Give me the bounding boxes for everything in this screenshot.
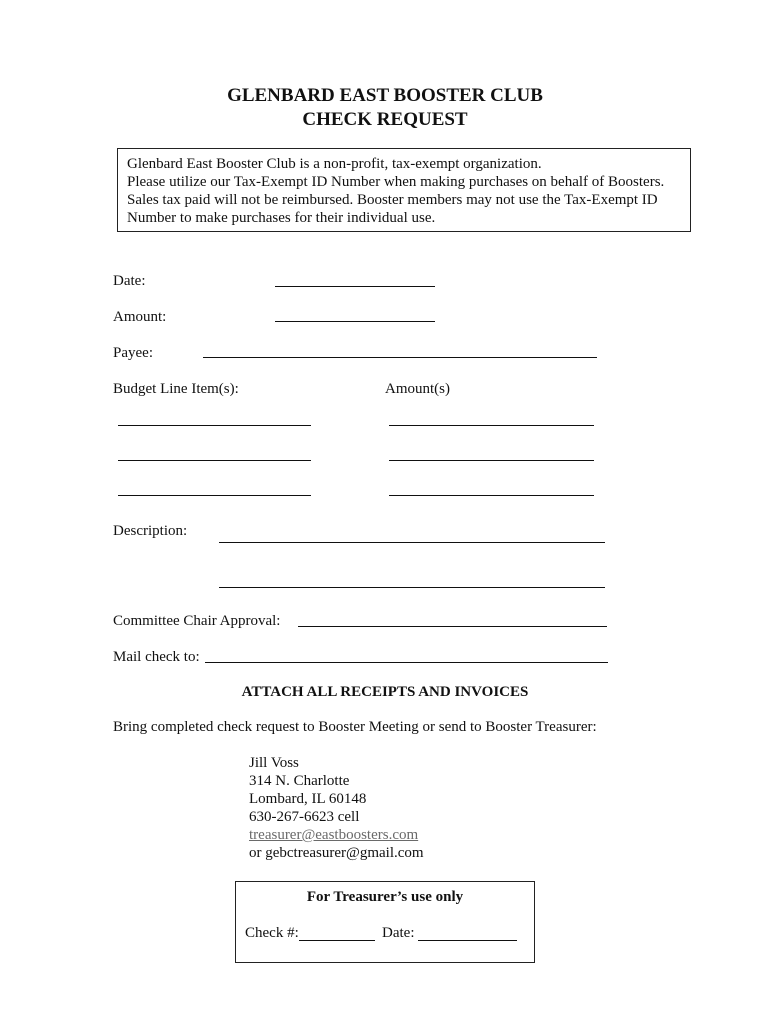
treasurer-date-field[interactable] bbox=[418, 925, 517, 941]
budget-line-field-3[interactable] bbox=[118, 479, 311, 496]
notice-line: Number to make purchases for their individual use. bbox=[127, 210, 436, 226]
approval-label: Committee Chair Approval: bbox=[113, 613, 281, 629]
treasurer-phone: 630-267-6623 cell bbox=[249, 809, 360, 825]
mail-check-label: Mail check to: bbox=[113, 649, 200, 665]
payee-field[interactable] bbox=[203, 341, 597, 358]
approval-field[interactable] bbox=[298, 610, 607, 627]
mail-check-field[interactable] bbox=[205, 646, 608, 663]
submission-instructions: Bring completed check request to Booster Meeting or send to Booster Treasurer: bbox=[113, 719, 597, 735]
notice-line: Please utilize our Tax-Exempt ID Number when making purchases on behalf of Boosters. bbox=[127, 174, 665, 190]
budget-amount-field-1[interactable] bbox=[389, 409, 594, 426]
treasurer-city: Lombard, IL 60148 bbox=[249, 791, 367, 807]
budget-amount-field-2[interactable] bbox=[389, 444, 594, 461]
amounts-label: Amount(s) bbox=[385, 381, 450, 397]
form-subtitle: CHECK REQUEST bbox=[302, 109, 468, 130]
attach-receipts-notice: ATTACH ALL RECEIPTS AND INVOICES bbox=[241, 684, 529, 700]
description-field-2[interactable] bbox=[219, 571, 605, 588]
treasurer-name: Jill Voss bbox=[249, 755, 299, 771]
treasurer-alt-email: or gebctreasurer@gmail.com bbox=[249, 845, 424, 861]
check-number-field[interactable] bbox=[299, 925, 375, 941]
payee-label: Payee: bbox=[113, 345, 153, 361]
form-title: GLENBARD EAST BOOSTER CLUB bbox=[227, 85, 543, 106]
budget-line-label: Budget Line Item(s): bbox=[113, 381, 239, 397]
budget-amount-field-3[interactable] bbox=[389, 479, 594, 496]
description-field-1[interactable] bbox=[219, 526, 605, 543]
date-field[interactable] bbox=[275, 270, 435, 287]
amount-label: Amount: bbox=[113, 309, 167, 325]
date-label: Date: bbox=[113, 273, 146, 289]
treasurer-email-link[interactable]: treasurer@eastboosters.com bbox=[249, 827, 419, 843]
treasurer-date-label: Date: bbox=[382, 925, 415, 941]
notice-line: Sales tax paid will not be reimbursed. Booster members may not use the Tax-Exempt ID bbox=[127, 192, 658, 208]
budget-line-field-2[interactable] bbox=[118, 444, 311, 461]
tax-exempt-notice-box bbox=[117, 148, 691, 232]
notice-line: Glenbard East Booster Club is a non-profit, tax-exempt organization. bbox=[127, 156, 542, 172]
budget-line-field-1[interactable] bbox=[118, 409, 311, 426]
treasurer-street: 314 N. Charlotte bbox=[249, 773, 350, 789]
treasurer-box-title: For Treasurer’s use only bbox=[306, 889, 464, 905]
amount-field[interactable] bbox=[275, 305, 435, 322]
check-number-label: Check #: bbox=[245, 925, 299, 941]
description-label: Description: bbox=[113, 523, 188, 539]
